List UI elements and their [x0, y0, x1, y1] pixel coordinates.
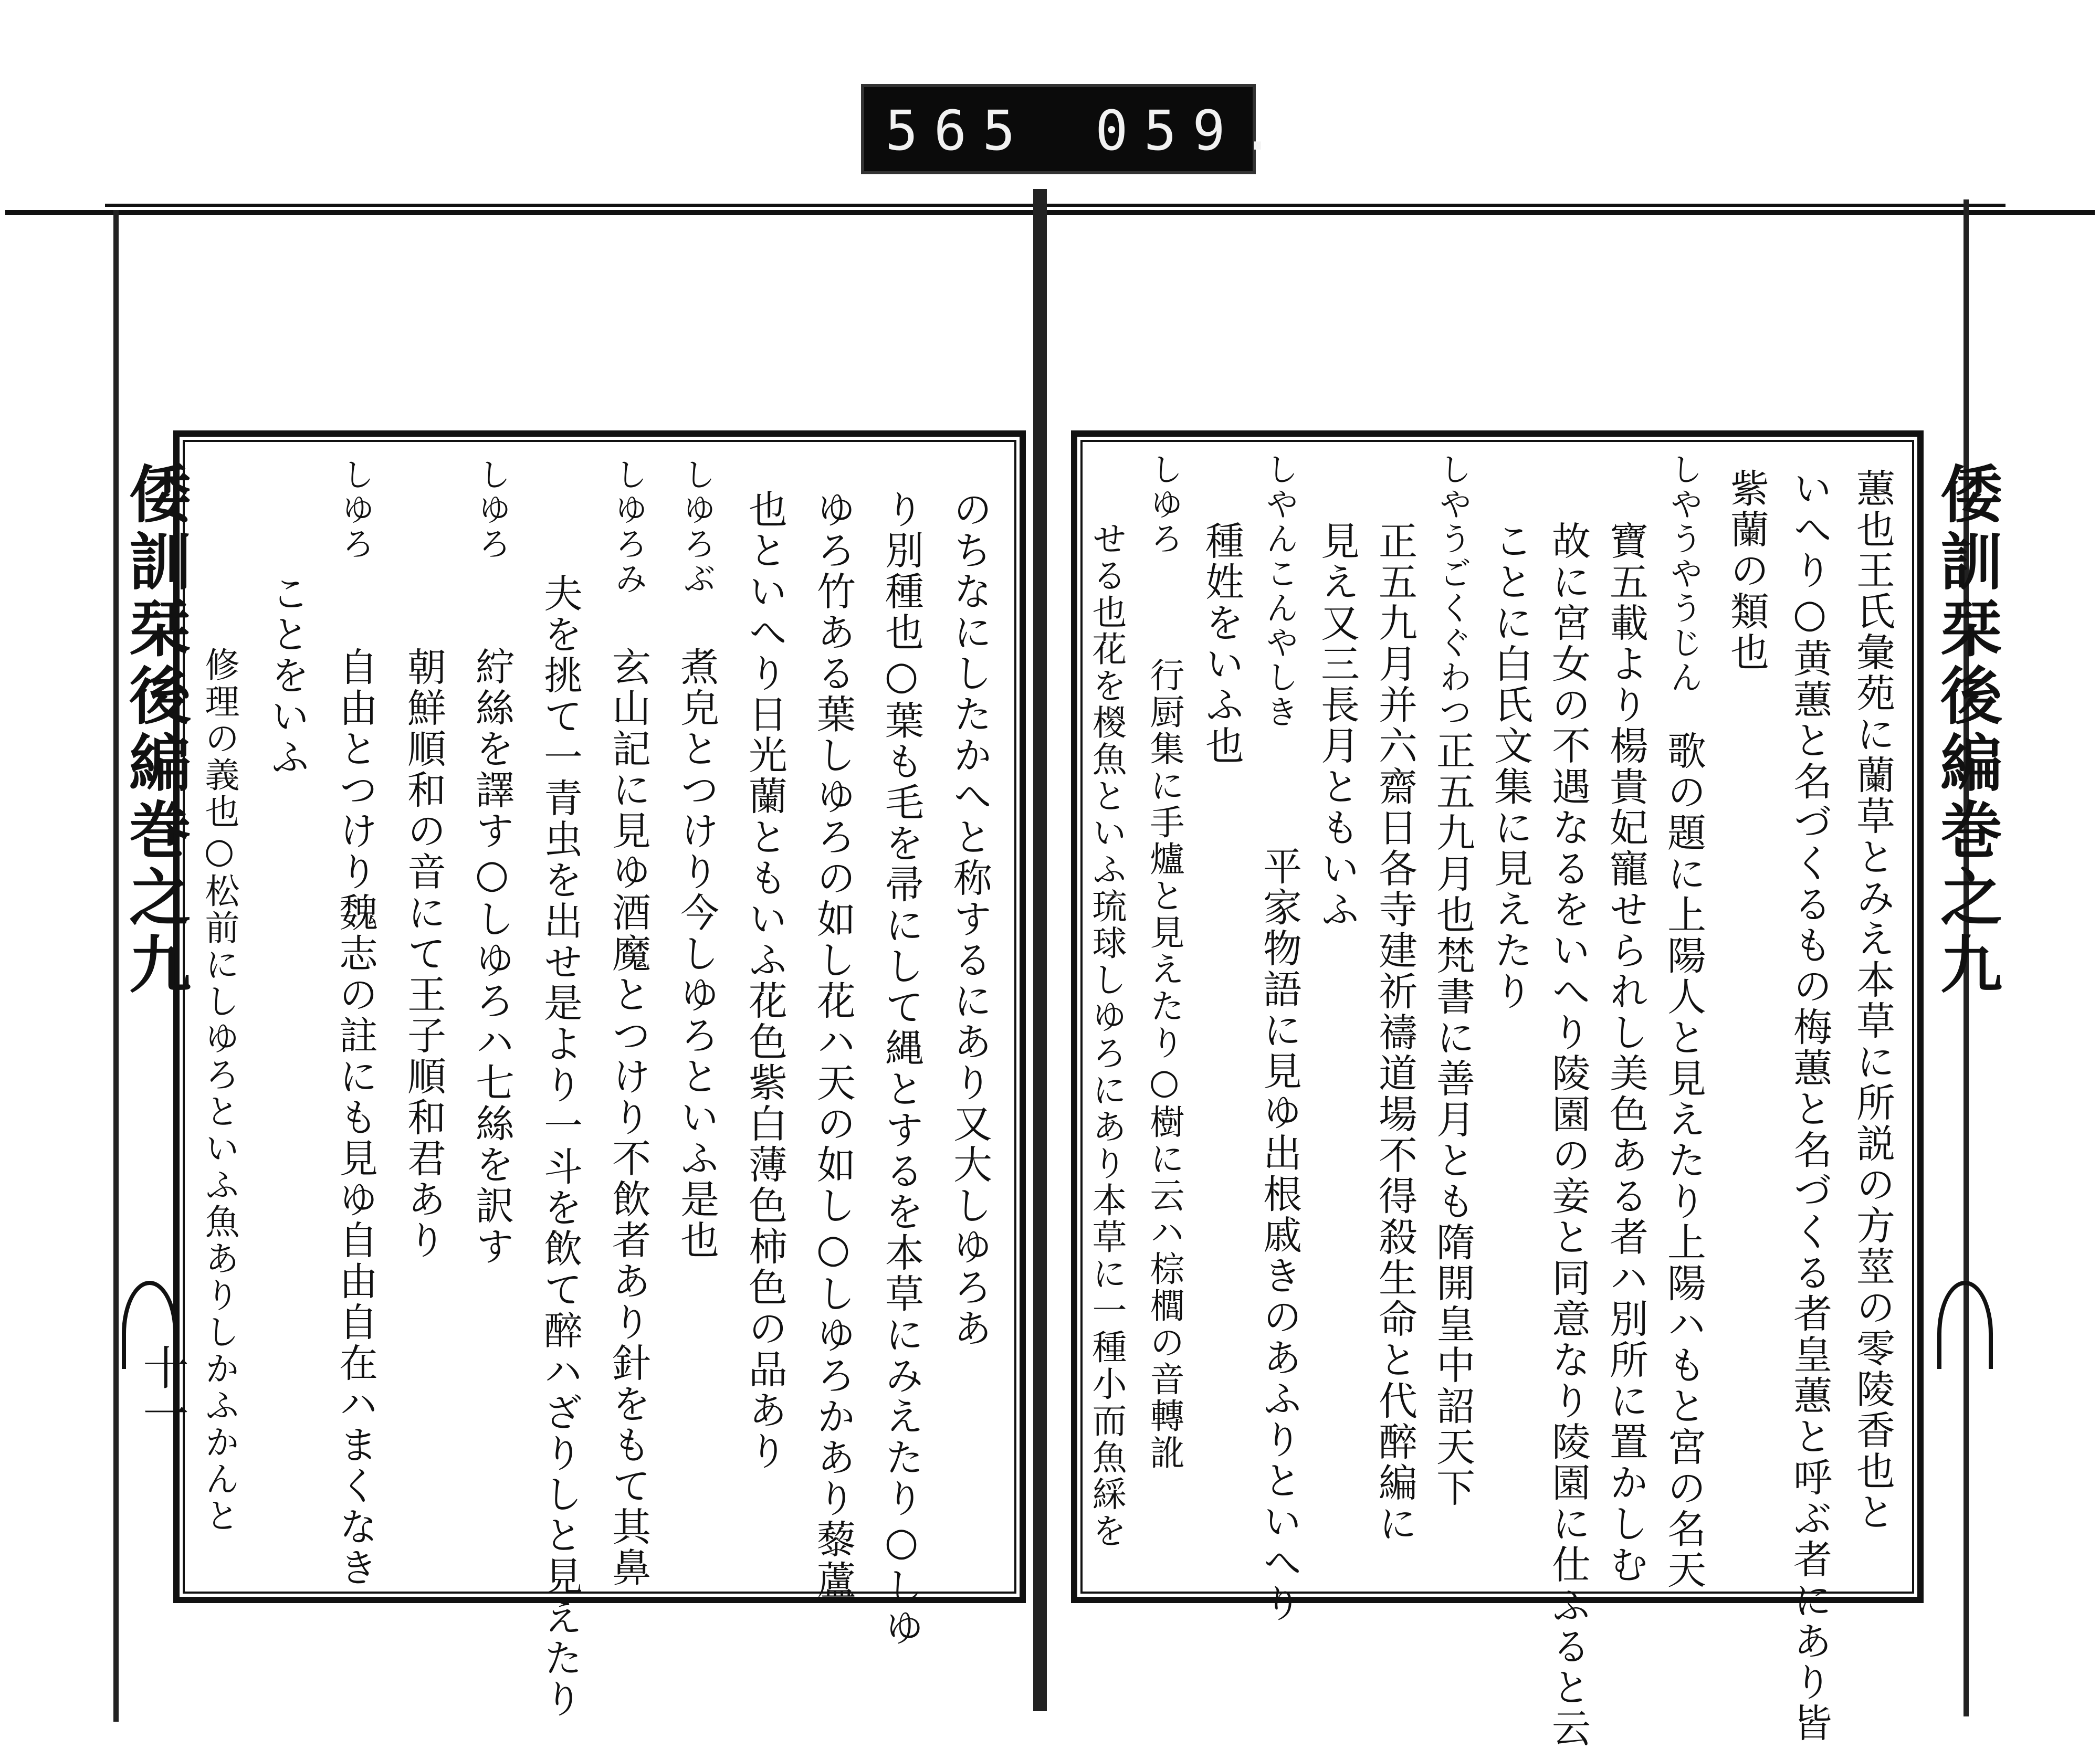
text-column: 故に宮女の不遇なるをいへり陵園の妾と同意なり陵園に仕ふると云 — [1546, 521, 1591, 1749]
headword: しやうごくぐわつ — [1434, 452, 1472, 730]
text-column: 夫を挑て一青虫を出せ是より一斗を飲て醉ハざりしと見えたり — [538, 573, 583, 1720]
headword: しゆろ — [473, 458, 511, 562]
text-column: 平家物語に見ゆ出根戚きのあふりといへり — [1257, 846, 1302, 1624]
text-column: 寶五載より楊貴妃寵せられし美色ある者ハ別所に置かしむ — [1603, 521, 1648, 1585]
left-page-fold-mark — [122, 1281, 177, 1369]
stamp-number-left: 565 — [885, 99, 1031, 163]
text-column: 朝鮮順和の音にて王子順和君あり — [401, 647, 446, 1261]
text-column: ゆろ竹ある葉しゆろの如し花ハ天の如し○しゆろかあり藜蘆 — [811, 489, 856, 1601]
text-column: ことに白氏文集に見えたり — [1488, 521, 1533, 1012]
right-page-fold-mark — [1937, 1281, 1993, 1369]
text-column: いへり○黄蕙と名づくるもの梅蕙と名づくる者皇蕙と呼ぶ者にあり皆 — [1787, 468, 1832, 1744]
text-column: せる也花を椶魚といふ琉球しゆろにあり本草に一種小而魚綵を — [1086, 521, 1127, 1550]
accession-number-stamp — [861, 84, 1290, 174]
text-column: 煮皃とつけり今しゆろといふ是也 — [674, 647, 719, 1261]
right-page-frame — [1071, 430, 1924, 1749]
headword: しゆろ — [1145, 452, 1183, 556]
book-spine — [1033, 189, 1047, 1711]
text-column: 見え又三長月ともいふ — [1315, 521, 1360, 930]
top-binding-line-inner — [105, 204, 2006, 207]
stamp-number-right: 059. — [1095, 99, 1290, 163]
headword: しゆろ — [337, 458, 375, 562]
left-page-number: 十一 — [135, 1344, 190, 1436]
text-column: 正五九月并六齋日各寺建祈禱道場不得殺生命と代醉編に — [1372, 521, 1418, 1544]
headword: しやんこんやしき — [1261, 452, 1299, 730]
text-column: 正五九月也梵書に善月とも隋開皇中詔天下 — [1430, 731, 1475, 1509]
text-column: 修理の義也○松前にしゆろといふ魚ありしかふかんと — [199, 647, 239, 1534]
text-column: 玄山記に見ゆ酒魔とつけり不飲者あり針をもて其鼻 — [606, 647, 651, 1588]
headword: しやうやうじん — [1665, 452, 1703, 695]
headword: しゆろみ — [610, 458, 648, 596]
text-column: 種姓をいふ也 — [1199, 521, 1244, 766]
top-binding-line — [5, 210, 2095, 215]
right-page-side-title: 倭訓栞後編巻之九 — [1930, 462, 2003, 999]
text-column: ことをいふ — [265, 573, 310, 778]
text-column: 紫蘭の類也 — [1724, 468, 1769, 673]
text-column: のちなにしたかへと称するにあり又大しゆろあ — [947, 489, 992, 1349]
text-column: 自由とつけり魏志の註にも見ゆ自由自在ハまくなき — [333, 647, 378, 1588]
text-column: り別種也○葉も毛を帚にして縄とするを本草にみえたり○しゆ — [879, 489, 924, 1648]
text-column: 行厨集に手爐と見えたり○樹に云ハ棕櫚の音轉訛 — [1144, 657, 1184, 1471]
text-column: 紵絲を譯す○しゆろハ七絲を訳す — [469, 647, 514, 1267]
text-column: 蕙也王氏彙苑に蘭草とみえ本草に所説の方莖の零陵香也と — [1850, 468, 1895, 1533]
text-column: 也といへり日光蘭ともいふ花色紫白薄色柿色の品あり — [742, 489, 788, 1472]
headword: しゆろぶ — [678, 458, 716, 596]
left-page-frame — [173, 430, 1026, 1720]
text-column: 歌の題に上陽人と見えたり上陽ハもと宮の名天 — [1661, 731, 1706, 1590]
left-page-side-title: 倭訓栞後編巻之九 — [119, 462, 192, 999]
